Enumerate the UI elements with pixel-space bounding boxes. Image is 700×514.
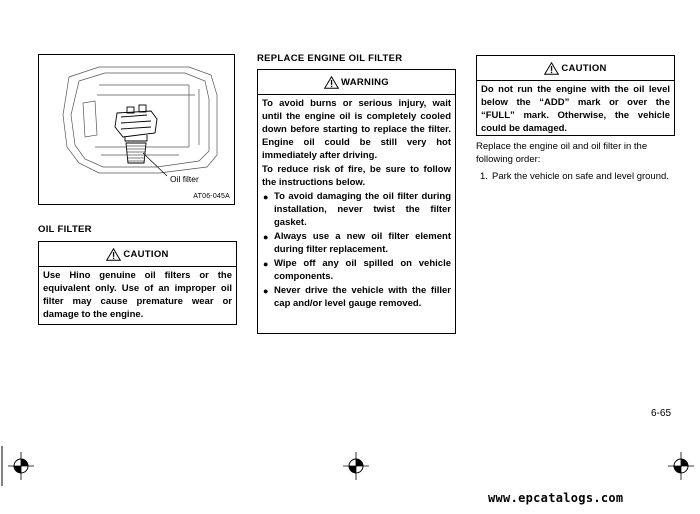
page-number: 6-65 [651,408,672,419]
figure-code: AT06-045A [193,193,230,200]
oil-filter-heading: OIL FILTER [38,224,92,235]
step-number: 1. [480,171,488,182]
bullet-dot-icon: ● [263,192,269,202]
warning-bullet-item [262,190,451,229]
registration-mark-icon [660,446,700,486]
warning-paragraph: To reduce risk of fire, be sure to follow the instructions below. [262,164,451,188]
replace-oil-filter-heading: REPLACE ENGINE OIL FILTER [257,53,403,64]
warning-paragraph: To avoid burns or serious injury, wait until the engine oil is completely cooled down before starting to replace the filter. Engine oil could be still very hot immediately after driving. [262,98,451,161]
warning-bullet-item [262,284,451,310]
bullet-dot-icon: ● [263,286,269,296]
bullet-text: Always use a new oil filter element during filter replacement. [274,231,451,255]
bullet-dot-icon: ● [263,259,269,269]
footer-url[interactable]: www.epcatalogs.com [488,491,624,505]
oil-level-caution-box [476,55,675,136]
warning-triangle-icon [544,62,559,75]
caution-label: CAUTION [561,62,607,74]
engine-illustration [39,55,234,204]
caution-label: CAUTION [123,248,169,260]
caution-header [39,242,236,267]
oil-filter-caution-box [38,241,237,325]
bullet-dot-icon: ● [263,232,269,242]
warning-triangle-icon [106,248,121,261]
procedure-section [476,140,675,183]
registration-mark-icon [336,446,376,486]
warning-header [258,70,455,95]
caution-header [477,56,674,81]
bullet-text: Wipe off any oil spilled on vehicle components. [274,258,451,282]
warning-body [258,95,455,314]
warning-box [257,69,456,334]
engine-figure [38,54,235,205]
warning-bullet-item [262,230,451,256]
warning-label: WARNING [340,76,389,88]
warning-bullet-item [262,257,451,283]
bullet-text: To avoid damaging the oil filter during installation, never twist the filter gasket. [274,191,451,228]
procedure-steps [476,170,675,183]
warning-bullet-list [262,190,451,310]
procedure-step [476,170,675,183]
bullet-text: Never drive the vehicle with the filler cap and/or level gauge removed. [274,285,451,309]
warning-triangle-icon [324,76,339,89]
step-text: Park the vehicle on safe and level ground. [492,171,669,182]
caution-text: Do not run the engine with the oil level below the “ADD” mark or over the “FULL” mark. Otherwise, the vehicle could be damaged. [481,84,670,134]
procedure-intro: Replace the engine oil and oil filter in the following order: [476,141,648,165]
caution-text: Use Hino genuine oil filters or the equivalent only. Use of an improper oil filter may cause premature wear or damage to the engine. [43,270,232,320]
registration-mark-icon [0,446,40,486]
oil-filter-callout-label: Oil filter [170,174,199,184]
